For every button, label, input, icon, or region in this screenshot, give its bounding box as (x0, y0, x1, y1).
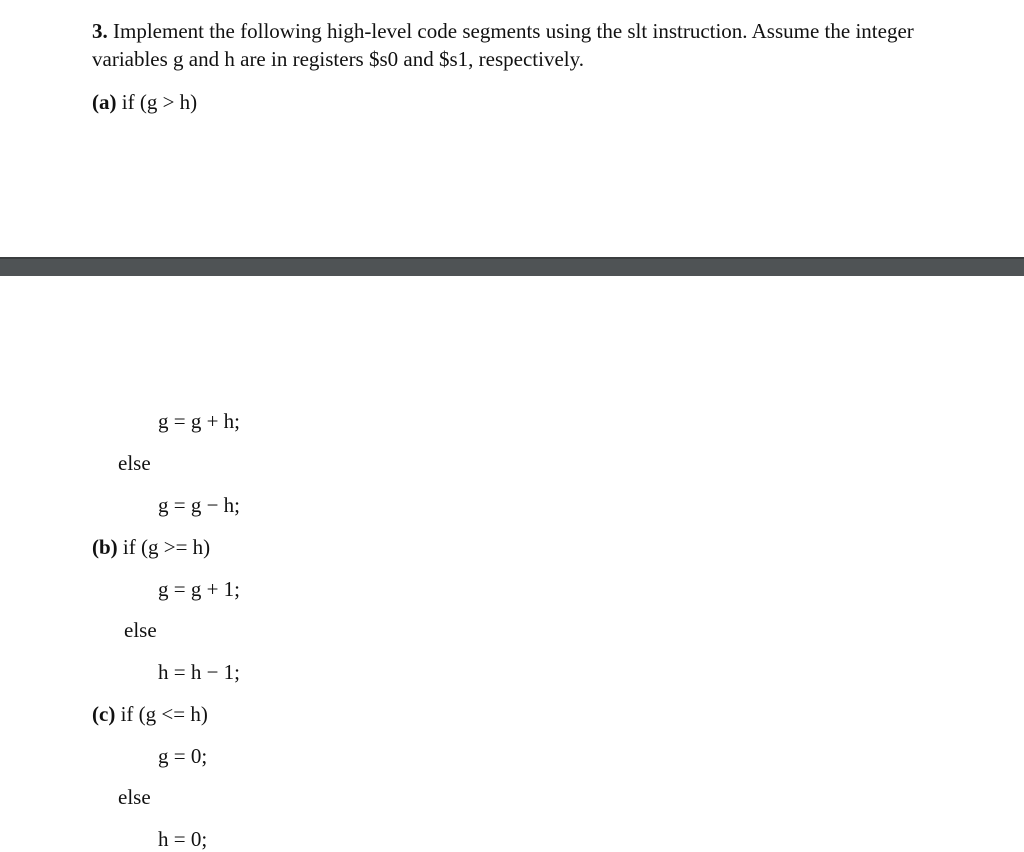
question-line-1-text: Implement the following high-level code segments using the slt instruction. Assume the integer (113, 19, 914, 43)
part-a-then-statement: g = g + h; (158, 409, 241, 433)
part-b-label: (b) (92, 535, 118, 559)
question-line-1 (92, 18, 914, 44)
part-a-else-statement: g = g − h; (158, 493, 241, 517)
part-b-condition: if (g >= h) (122, 535, 211, 559)
part-a-condition: if (g > h) (121, 90, 198, 114)
part-c-then-statement: g = 0; (158, 744, 208, 768)
question-line-2: variables g and h are in registers $s0 and $s1, respectively. (92, 47, 584, 71)
part-a-else-keyword: else (118, 451, 151, 475)
part-c-heading (92, 701, 208, 727)
part-b-then-statement: g = g + 1; (158, 577, 241, 601)
part-c-label: (c) (92, 702, 116, 726)
part-c-condition: if (g <= h) (120, 702, 208, 726)
part-b-else-statement: h = h − 1; (158, 660, 241, 684)
part-b-else-keyword: else (124, 618, 157, 642)
page-divider-bar (0, 257, 1024, 276)
part-c-else-statement: h = 0; (158, 827, 208, 851)
part-a-heading (92, 89, 197, 115)
question-number: 3. (92, 19, 108, 43)
part-c-else-keyword: else (118, 785, 151, 809)
part-a-label: (a) (92, 90, 117, 114)
part-b-heading (92, 534, 210, 560)
